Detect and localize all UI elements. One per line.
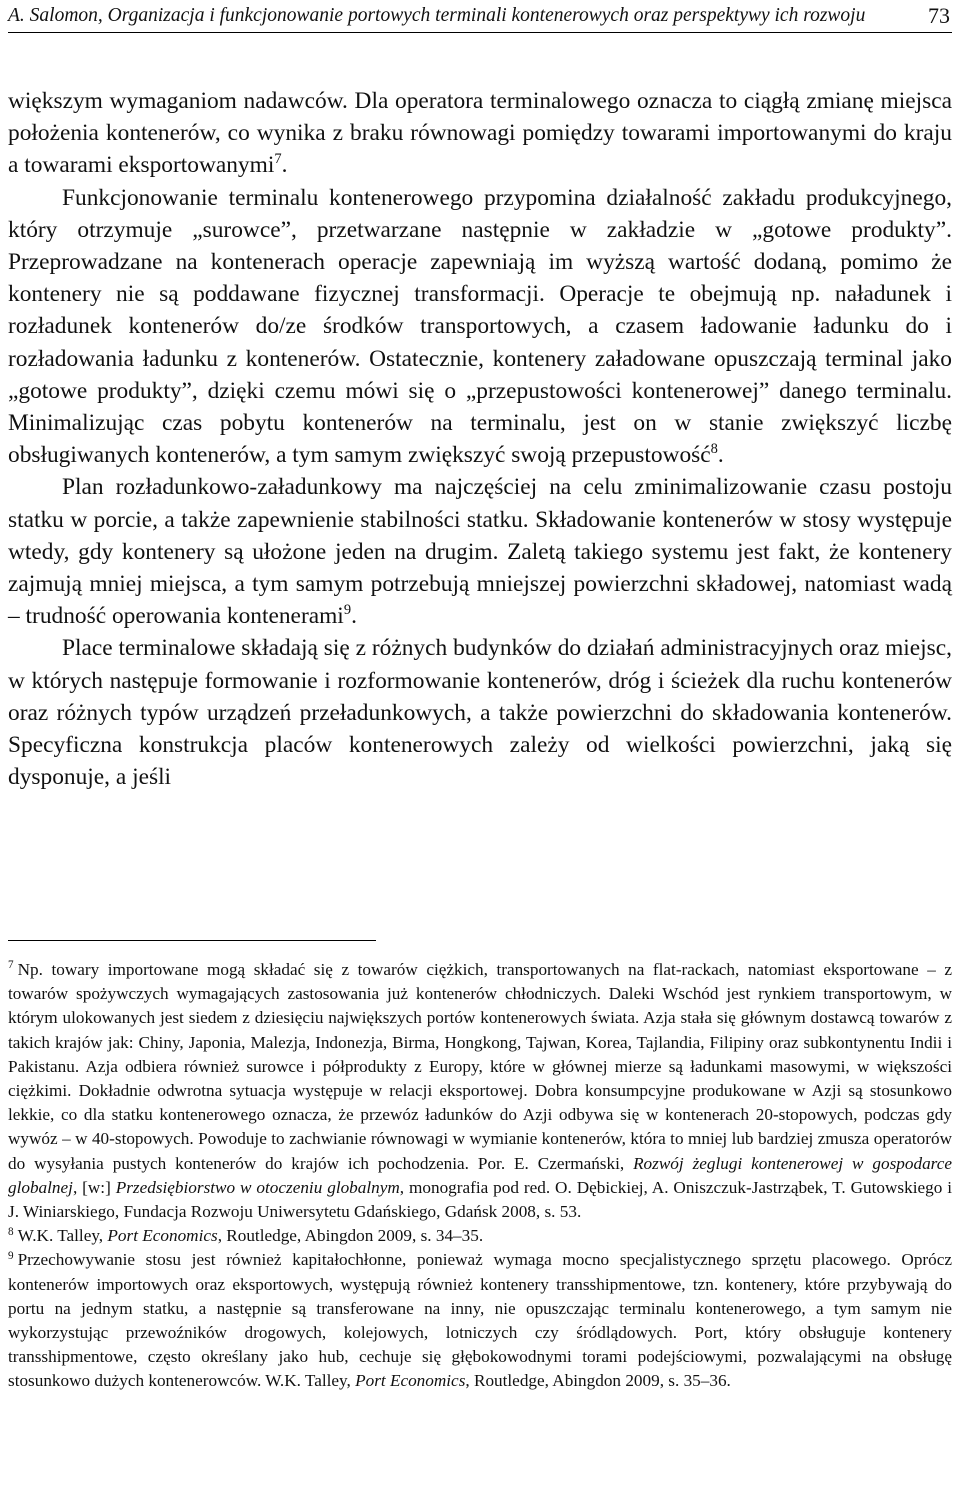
footnote-divider	[8, 940, 376, 941]
paragraph-1-text-a: większym wymaganiom nadawców. Dla operatora terminalowego oznacza to ciągłą zmianę miejsca położenia kontenerów, co wynika z braku równowagi pomiędzy towarami importowanymi do kraju a towarami eksportowanymi	[8, 88, 952, 179]
paragraph-1-text-c: Funkcjonowanie terminalu kontenerowego przypomina działalność zakładu produkcyjnego, który otrzymuje „surowce”, przetwarzane następnie w zakładzie w „gotowe produkty”. Przeprowadzane na kontenerach operacje zapewniają im wyższą wartość dodaną, pomimo że kontenery nie są poddawane fizycznej transformacji. Operacje te obejmują np. naładunek i rozładunek kontenerów do/ze środków transportowych, a czasem ładowanie ładunku do i rozładowania ładunku z kontenerów. Ostatecznie, kontenery załadowane opuszczają terminal jako „gotowe produkty”, dzięki czemu mówi się o „przepustowości kontenerowej” danego terminalu. Minimalizując czas pobytu kontenerów na terminalu, jest on w stanie zwiększyć liczbę obsługiwanych kontenerów, a tym samym zwiększyć swoją przepustowość	[8, 184, 952, 469]
page-number: 73	[928, 3, 950, 28]
footnote-7-number: 7	[8, 959, 14, 972]
footnote-7	[8, 958, 952, 1224]
paragraph-1-text-b: .	[281, 152, 288, 179]
running-title: A. Salomon, Organizacja i funkcjonowanie portowych terminali kontenerowych oraz perspektywy ich rozwoju	[8, 5, 866, 26]
footnotes	[8, 958, 952, 1394]
footnote-7-text-c: , monografia pod red. O. Dębickiej, A. Oniszczuk-Jastrząbek, T. Gutowskiego i J. Winiarskiego, Fundacja Rozwoju Uniwersytetu Gdańskiego, Gdańsk 2008, s. 53.	[8, 1177, 952, 1222]
footnote-9-text-a: Przechowywanie stosu jest również kapitałochłonne, ponieważ wymaga mocno specjalistycznego sprzętu placowego. Oprócz kontenerów importowych oraz eksportowych, występują również kontenery transshipmentowe, tzn. kontenery, które przybywają do portu na jednym statku, a następnie są transferowane na inny, nie opuszczając terminalu kontenerowego, a tym samym nie wykorzystując przewoźników drogowych, kolejowych, lotniczych czy śródlądowych. Port, który obsługuje kontenery transshipmentowe, często określany jako hub, cechuje się głębokowodnymi torami podejściowymi, pozwalającymi na obsługę stosunkowo dużych kontenerowców. W.K. Talley,	[8, 1250, 952, 1391]
footnote-9	[8, 1248, 952, 1393]
paragraph-1b	[8, 182, 952, 472]
paragraph-3-text: Place terminalowe składają się z różnych budynków do działań administracyjnych oraz miejsc, w których następuje formowanie i rozformowanie kontenerów, dróg i ścieżek dla ruchu kontenerów oraz różnych typów urządzeń przeładunkowych, a także powierzchni do składowania kontenerów. Specyficzna konstrukcja placów kontenerowych zależy od wielkości powierzchni, jaką się dysponuje, a jeśli	[8, 635, 952, 791]
footnote-8-number: 8	[8, 1225, 14, 1238]
running-header	[8, 2, 952, 33]
footnote-9-number: 9	[8, 1249, 14, 1262]
paragraph-1	[8, 85, 952, 182]
footnote-9-text-b: , Routledge, Abingdon 2009, s. 35–36.	[465, 1371, 731, 1391]
footnote-9-italic-title: Port Economics	[355, 1371, 466, 1391]
footnote-7-italic-title-1: Rozwój żeglugi kontenerowej w gospodarce globalnej	[8, 1153, 952, 1197]
footnote-8-italic-title: Port Economics	[107, 1226, 218, 1246]
footnote-ref-8: 8	[710, 441, 718, 458]
paragraph-1-text-d: .	[717, 442, 724, 469]
footnote-7-text-b: , [w:]	[72, 1177, 116, 1197]
paragraph-3	[8, 632, 952, 793]
paragraph-2	[8, 471, 952, 632]
paragraph-2-text: Plan rozładunkowo-załadunkowy ma najczęściej na celu zminimalizowanie czasu postoju statku w porcie, a także zapewnienie stabilności statku. Składowanie kontenerów w stosy występuje wtedy, gdy kontenery są ułożone jeden na drugim. Zaletą takiego systemu jest fakt, że kontenery zajmują mniej miejsca, a tym samym potrzebują mniejszej powierzchni składowej, natomiast wadą – trudność operowania kontenerami	[8, 474, 952, 630]
main-text	[8, 85, 952, 793]
footnote-ref-7: 7	[274, 151, 282, 168]
footnote-8-text-a: W.K. Talley,	[17, 1226, 108, 1246]
footnote-7-text-a: Np. towary importowane mogą składać się z towarów ciężkich, transportowanych na flat-rackach, natomiast eksportowane – z towarów spożywczych wymagających zastosowania już kontenerów chłodniczych. Daleki Wschód jest rynkiem transportowym, w którym ulokowanych jest siedem z dziesięciu największych portów kontenerowych świata. Azja stała się głównym dostawcą towarów z takich krajów jak: Chiny, Japonia, Malezja, Indonezja, Birma, Hongkong, Tajwan, Korea, Tajlandia, Filipiny oraz subkontynentu Indii i Pakistanu. Azja odbiera również surowce i półprodukty z Europy, które w głównej mierze są ładunkami masowymi, w większości ciężkimi. Dokładnie odwrotna sytuacja występuje w relacji eksportowej. Dobra konsumpcyjne produkowane w Azji są stosunkowo lekkie, co dla statku kontenerowego oznacza, że przewóz ładunków do Azji odbywa się w kontenerach 20-stopowych, podczas gdy wywóz – w 40-stopowych. Powoduje to zachwianie równowagi w wymianie kontenerów, która to mniej lub bardziej zmusza operatorów do wysyłania pustych kontenerów do krajów ich pochodzenia. Por. E. Czermański,	[8, 960, 952, 1173]
footnote-ref-9: 9	[343, 602, 352, 619]
paragraph-2-end: .	[351, 603, 357, 630]
footnote-8-text-b: , Routledge, Abingdon 2009, s. 34–35.	[217, 1226, 484, 1246]
footnote-7-italic-title-2: Przedsiębiorstwo w otoczeniu globalnym	[115, 1177, 400, 1197]
footnote-8	[8, 1224, 952, 1248]
